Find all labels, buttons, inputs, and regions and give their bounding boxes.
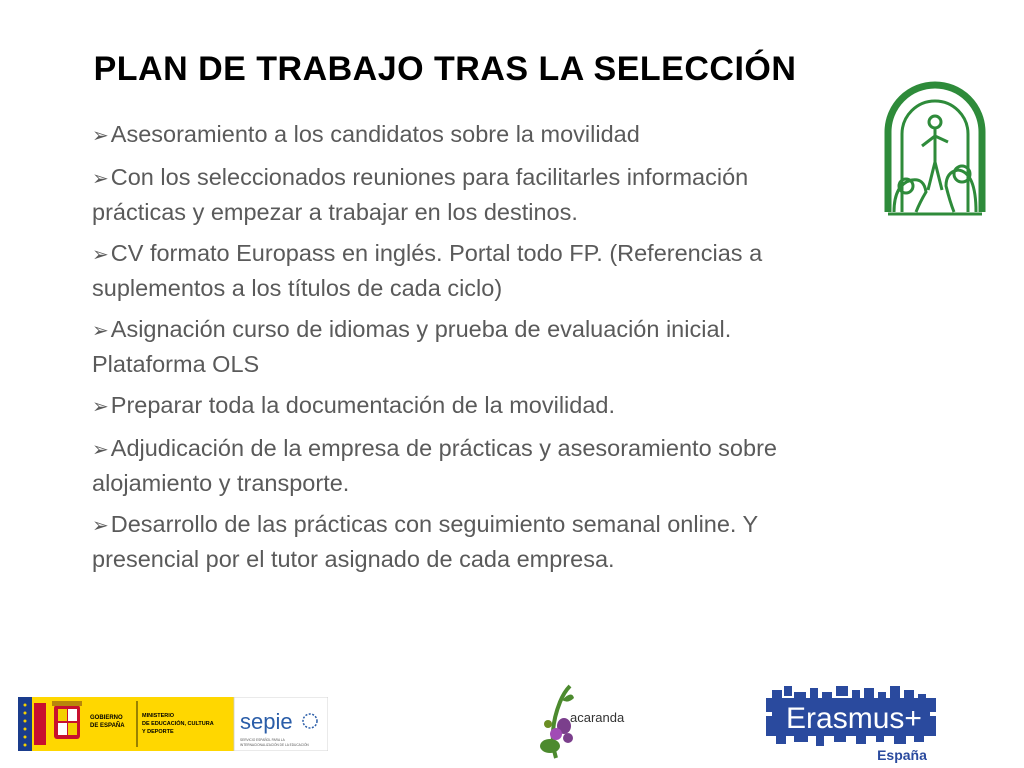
bullet-text: Asignación curso de idiomas y prueba de evaluación inicial. Plataforma OLS	[92, 316, 732, 377]
svg-text:DE EDUCACIÓN, CULTURA: DE EDUCACIÓN, CULTURA	[142, 721, 214, 727]
gobierno-text: GOBIERNO	[90, 715, 123, 721]
arrow-bullet-icon: ➢	[92, 439, 109, 461]
svg-text:INTERNACIONALIZACIÓN DE LA EDU: INTERNACIONALIZACIÓN DE LA EDUCACIÓN	[240, 743, 309, 747]
arrow-bullet-icon: ➢	[92, 320, 109, 342]
svg-text:Y DEPORTE: Y DEPORTE	[142, 729, 174, 735]
bullet-text: Adjudicación de la empresa de prácticas y asesoramiento sobre alojamiento y transporte.	[92, 435, 777, 496]
bullet-item	[92, 313, 792, 381]
bullet-text: CV formato Europass en inglés. Portal todo FP. (Referencias a suplementos a los títulos de cada ciclo)	[92, 240, 763, 301]
bullet-item	[92, 508, 792, 576]
jacaranda-logo	[528, 682, 648, 760]
bullet-text: Preparar toda la documentación de la movilidad.	[110, 392, 616, 418]
bullet-item	[92, 389, 792, 424]
bullet-item	[92, 161, 792, 229]
andalucia-crest-logo	[880, 62, 990, 222]
svg-text:sepie: sepie	[240, 709, 293, 734]
bullet-item	[92, 432, 792, 500]
bullet-text: Con los seleccionados reuniones para facilitarles información prácticas y empezar a trabajar en los destinos.	[92, 164, 749, 225]
svg-text:SERVICIO ESPAÑOL PARA LA: SERVICIO ESPAÑOL PARA LA	[240, 738, 285, 742]
arrow-bullet-icon: ➢	[92, 244, 109, 266]
bullet-list	[92, 118, 792, 584]
bullet-text: Desarrollo de las prácticas con seguimiento semanal online. Y presencial por el tutor asignado de cada empresa.	[92, 511, 758, 572]
erasmus-text: Erasmus+	[786, 702, 922, 735]
jacaranda-text: acaranda	[570, 710, 625, 725]
slide-title: PLAN DE TRABAJO TRAS LA SELECCIÓN	[93, 50, 797, 88]
erasmus-plus-logo	[758, 684, 948, 764]
arrow-bullet-icon: ➢	[92, 396, 109, 418]
svg-text:MINISTERIO: MINISTERIO	[142, 713, 175, 719]
svg-text:DE ESPAÑA: DE ESPAÑA	[90, 723, 125, 729]
arrow-bullet-icon: ➢	[92, 515, 109, 537]
bullet-item	[92, 118, 792, 153]
arrow-bullet-icon: ➢	[92, 168, 109, 190]
bullet-item	[92, 237, 792, 305]
espana-text: España	[877, 747, 927, 763]
bullet-text: Asesoramiento a los candidatos sobre la movilidad	[110, 121, 640, 147]
arrow-bullet-icon: ➢	[92, 125, 109, 147]
ministerio-sepie-logo	[18, 697, 328, 751]
